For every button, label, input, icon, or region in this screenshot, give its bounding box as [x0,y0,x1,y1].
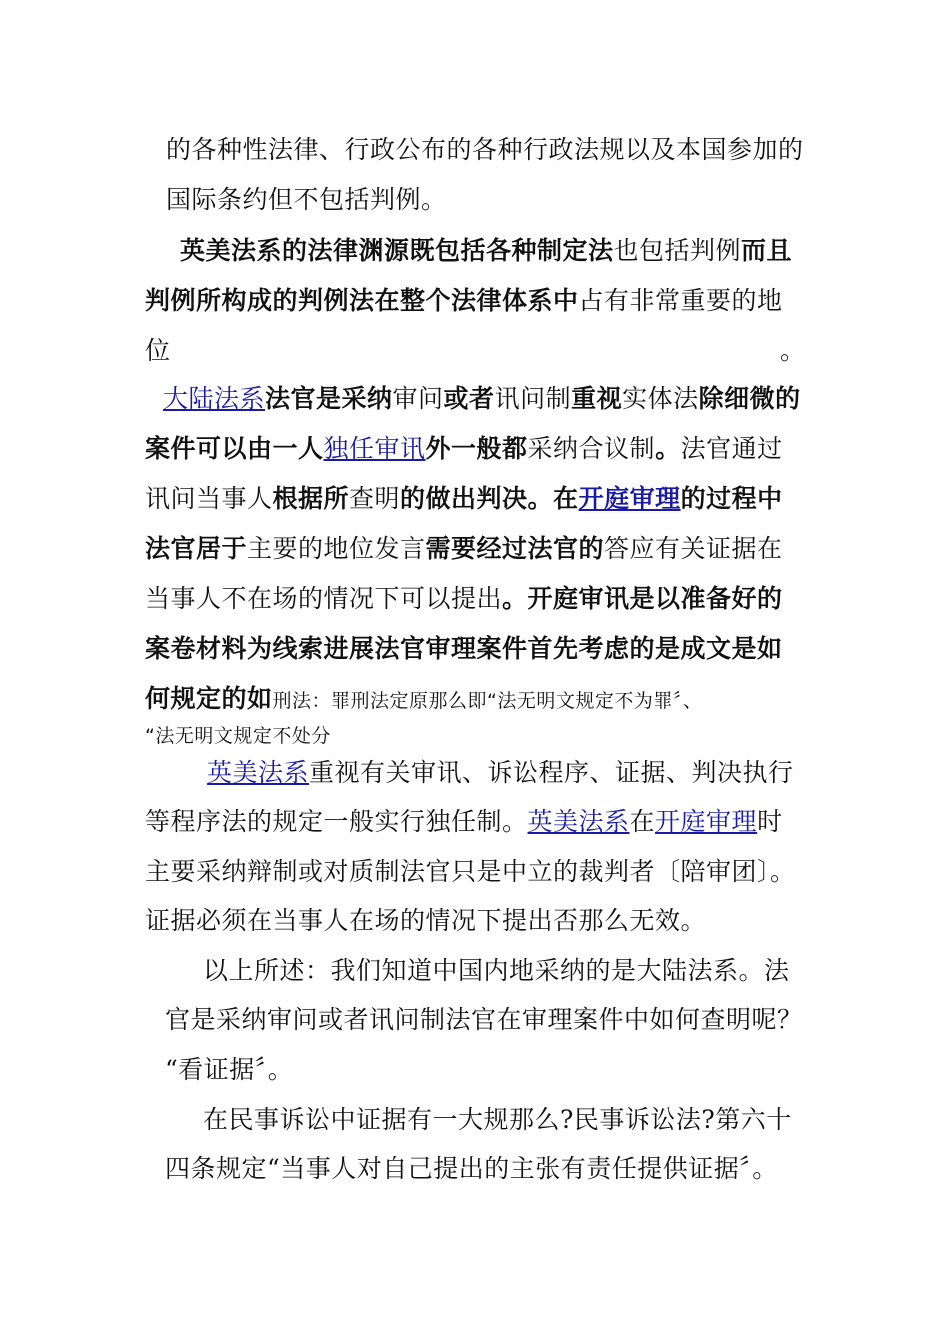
p3-bold-text: 的过程中 [680,484,783,513]
p3-line-3 [145,483,783,515]
p3-bold-text: 根据所 [272,484,350,513]
p3-line-5 [145,583,783,615]
p5-line-1: 以上所述：我们知道中国内地采纳的是大陆法系。法 [203,956,790,985]
p3-bold-text: 的做出判决。在 [400,484,579,513]
p4-line-1 [207,757,794,789]
link-common-law-system[interactable]: 英美法系 [207,758,310,787]
p3-text: 审问 [392,384,444,413]
p3-line-6: 案卷材料为线索进展法官审理案件首先考虑的是成文是如 [145,634,783,663]
p2-line-2 [145,285,783,317]
p3-text: 法官通过 [680,434,783,463]
p3-bold-text: 法官是采纳 [265,384,393,413]
p3-line-7 [145,683,702,717]
p3-text: 查明 [349,484,401,513]
p3-bold-text: 重视 [571,384,623,413]
p3-text: 讯问当事人 [145,484,273,513]
p3-small-text: 刑法：罪刑法定原那么即“法无明文规定不为罪〞、 [272,690,703,712]
p3-bold-text: 外一般都 [425,434,528,463]
p6-line-2: 四条规定“当事人对自己提出的主张有责任提供证据〞。 [165,1154,778,1183]
p3-text: 实体法 [622,384,699,413]
link-court-hearing[interactable]: 开庭审理 [578,484,681,513]
p4-line-2 [145,806,783,838]
p3-text: 主要的地位发言 [247,534,426,563]
p3-text: 答应有关证据在 [604,534,783,563]
link-sole-trial[interactable]: 独任审讯 [323,434,426,463]
p2-bold-text: 英美法系的法律渊源既包括各种制定法 [180,236,614,265]
p3-line-2 [145,433,783,465]
p2-text: 也包括判例 [613,236,742,265]
p2-end-period: 。 [780,336,806,365]
p2-line-3: 位 [145,336,171,365]
p3-text: 采纳合议制 [527,434,656,463]
p5-line-3: “看证据〞。 [165,1055,294,1084]
p5-line-2: 官是采纳审问或者讯问制法官在审理案件中如何查明呢？ [165,1005,803,1034]
p3-bold-text: 。开庭审讯是以准备好的 [502,584,783,613]
p4-text: 时 [757,807,783,836]
p3-line-8: “法无明文规定不处分 [145,725,331,747]
link-civil-law-system[interactable]: 大陆法系 [163,384,266,413]
p3-line-4 [145,533,783,565]
p3-line-1 [163,383,801,415]
p2-bold-text: 而且 [741,236,793,265]
p3-text: 讯问制 [494,384,572,413]
p3-bold-text: 何规定的如 [145,684,273,713]
p4-text: 在 [629,807,656,836]
p3-bold-text: 法官居于 [145,534,248,563]
p2-text: 占有非常重要的地 [578,286,783,315]
p3-text: 当事人不在场的情况下可以提出 [145,584,503,613]
p4-text: 重视有关审讯、诉讼程序、证据、判决执行 [309,758,794,787]
p4-line-4: 证据必须在当事人在场的情况下提出否那么无效。 [145,906,707,935]
p6-line-1: 在民事诉讼中证据有一大规那么?民事诉讼法?第六十 [203,1105,792,1134]
p2-bold-text: 判例所构成的判例法在整个法律体系中 [145,286,579,315]
p3-bold-text: 需要经过法官的 [425,534,605,563]
p1-line-2: 国际条约但不包括判例。 [166,185,447,214]
p3-bold-text: 案件可以由一人 [145,434,324,463]
p4-text: 等程序法的规定一般实行独任制。 [145,807,528,836]
p4-line-3: 主要采纳辩制或对质制法官只是中立的裁判者〔陪审团〕。 [145,857,796,886]
p3-bold-text: 除细微的 [698,384,801,413]
link-court-hearing-2[interactable]: 开庭审理 [655,807,758,836]
p2-line-1 [180,235,792,267]
p3-bold-text: 或者 [443,384,495,413]
p3-bold-text: 。 [655,434,681,463]
link-common-law-system-2[interactable]: 英美法系 [527,807,630,836]
p1-line-1: 的各种性法律、行政公布的各种行政法规以及本国参加的 [166,135,804,164]
